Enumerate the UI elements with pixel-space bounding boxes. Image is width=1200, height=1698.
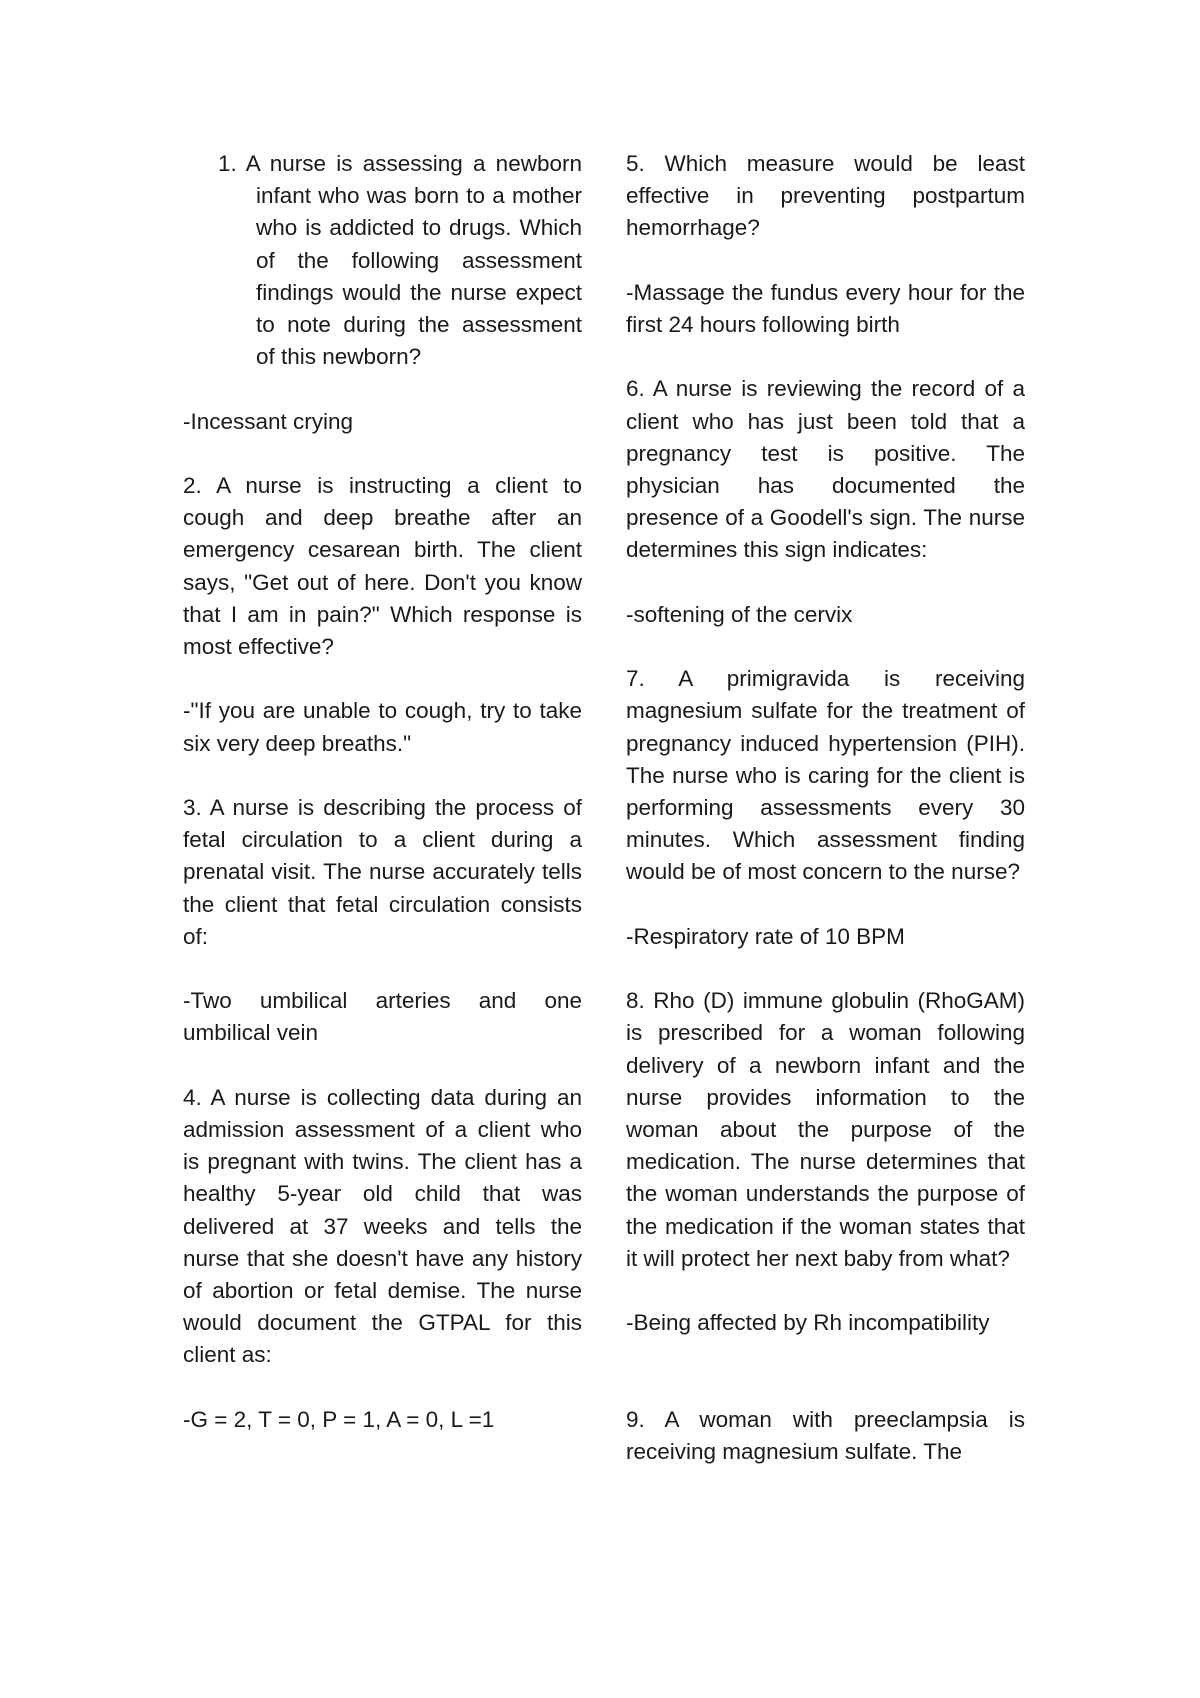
left-column [183, 148, 582, 1436]
question-text: Which measure would be least effective in preventing postpartum hemorrhage? [626, 151, 1025, 241]
question-7 [626, 663, 1025, 888]
question-number: 6. [626, 376, 645, 402]
answer-1: -Incessant crying [183, 408, 354, 434]
question-6 [626, 373, 1025, 566]
question-text: A nurse is instructing a client to cough and deep breathe after an emergency cesarean birth. The client says, "Get out of here. Don't you know that I am in pain?" Which response is most effective? [183, 473, 583, 660]
question-number: 9. [626, 1406, 645, 1432]
question-text: A primigravida is receiving magnesium sulfate for the treatment of pregnancy induced hypertension (PIH). The nurse who is caring for the client is performing assessments every 30 minutes. Which assessment finding would be of most concern to the nurse? [626, 666, 1025, 885]
question-number: 5. [626, 151, 645, 176]
question-text: Rho (D) immune globulin (RhoGAM) is prescribed for a woman following delivery of a newborn infant and the nurse provides information to the woman about the purpose of the medication. The nurse determines that the woman understands the purpose of the medication if the woman states that it will protect her next baby from what? [626, 988, 1025, 1271]
question-text: A nurse is reviewing the record of a client who has just been told that a pregnancy test is positive. The physician has documented the presence of a Goodell's sign. The nurse determines this sign indicates: [626, 376, 1025, 563]
question-text: A woman with preeclampsia is receiving magnesium sulfate. The [626, 1406, 1025, 1464]
question-8 [626, 985, 1025, 1275]
answer-4: -G = 2, T = 0, P = 1, A = 0, L =1 [183, 1406, 495, 1432]
question-number: 1. [218, 151, 237, 176]
answer-7: -Respiratory rate of 10 BPM [626, 923, 905, 949]
question-4 [183, 1082, 582, 1372]
question-5 [626, 148, 1025, 245]
question-text: A nurse is assessing a newborn infant who was born to a mother who is addicted to drugs. Which of the following assessment findings would the nurse expect to note during the assessment of this newborn? [245, 151, 582, 370]
question-9 [626, 1404, 1025, 1468]
question-number: 4. [183, 1084, 202, 1110]
question-text: A nurse is collecting data during an admission assessment of a client who is pregnant with twins. The client has a healthy 5-year old child that was delivered at 37 weeks and tells the nurse that she doesn't have any history of abortion or fetal demise. The nurse would document the GTPAL for this client as: [183, 1084, 582, 1368]
question-number: 8. [626, 988, 645, 1014]
question-1 [183, 148, 582, 373]
answer-8: -Being affected by Rh incompatibility [626, 1310, 990, 1336]
answer-5: -Massage the fundus every hour for the first 24 hours following birth [626, 279, 1025, 337]
answer-2: -"If you are unable to cough, try to take six very deep breaths." [183, 698, 582, 756]
question-3 [183, 792, 582, 953]
question-number: 3. [183, 795, 202, 820]
question-2 [183, 470, 582, 663]
question-text: A nurse is describing the process of fetal circulation to a client during a prenatal visit. The nurse accurately tells the client that fetal circulation consists of: [183, 795, 582, 949]
answer-3: -Two umbilical arteries and one umbilical vein [183, 988, 582, 1046]
question-number: 2. [183, 473, 202, 498]
answer-6: -softening of the cervix [626, 601, 853, 627]
question-number: 7. [626, 666, 645, 692]
right-column [626, 148, 1025, 1468]
